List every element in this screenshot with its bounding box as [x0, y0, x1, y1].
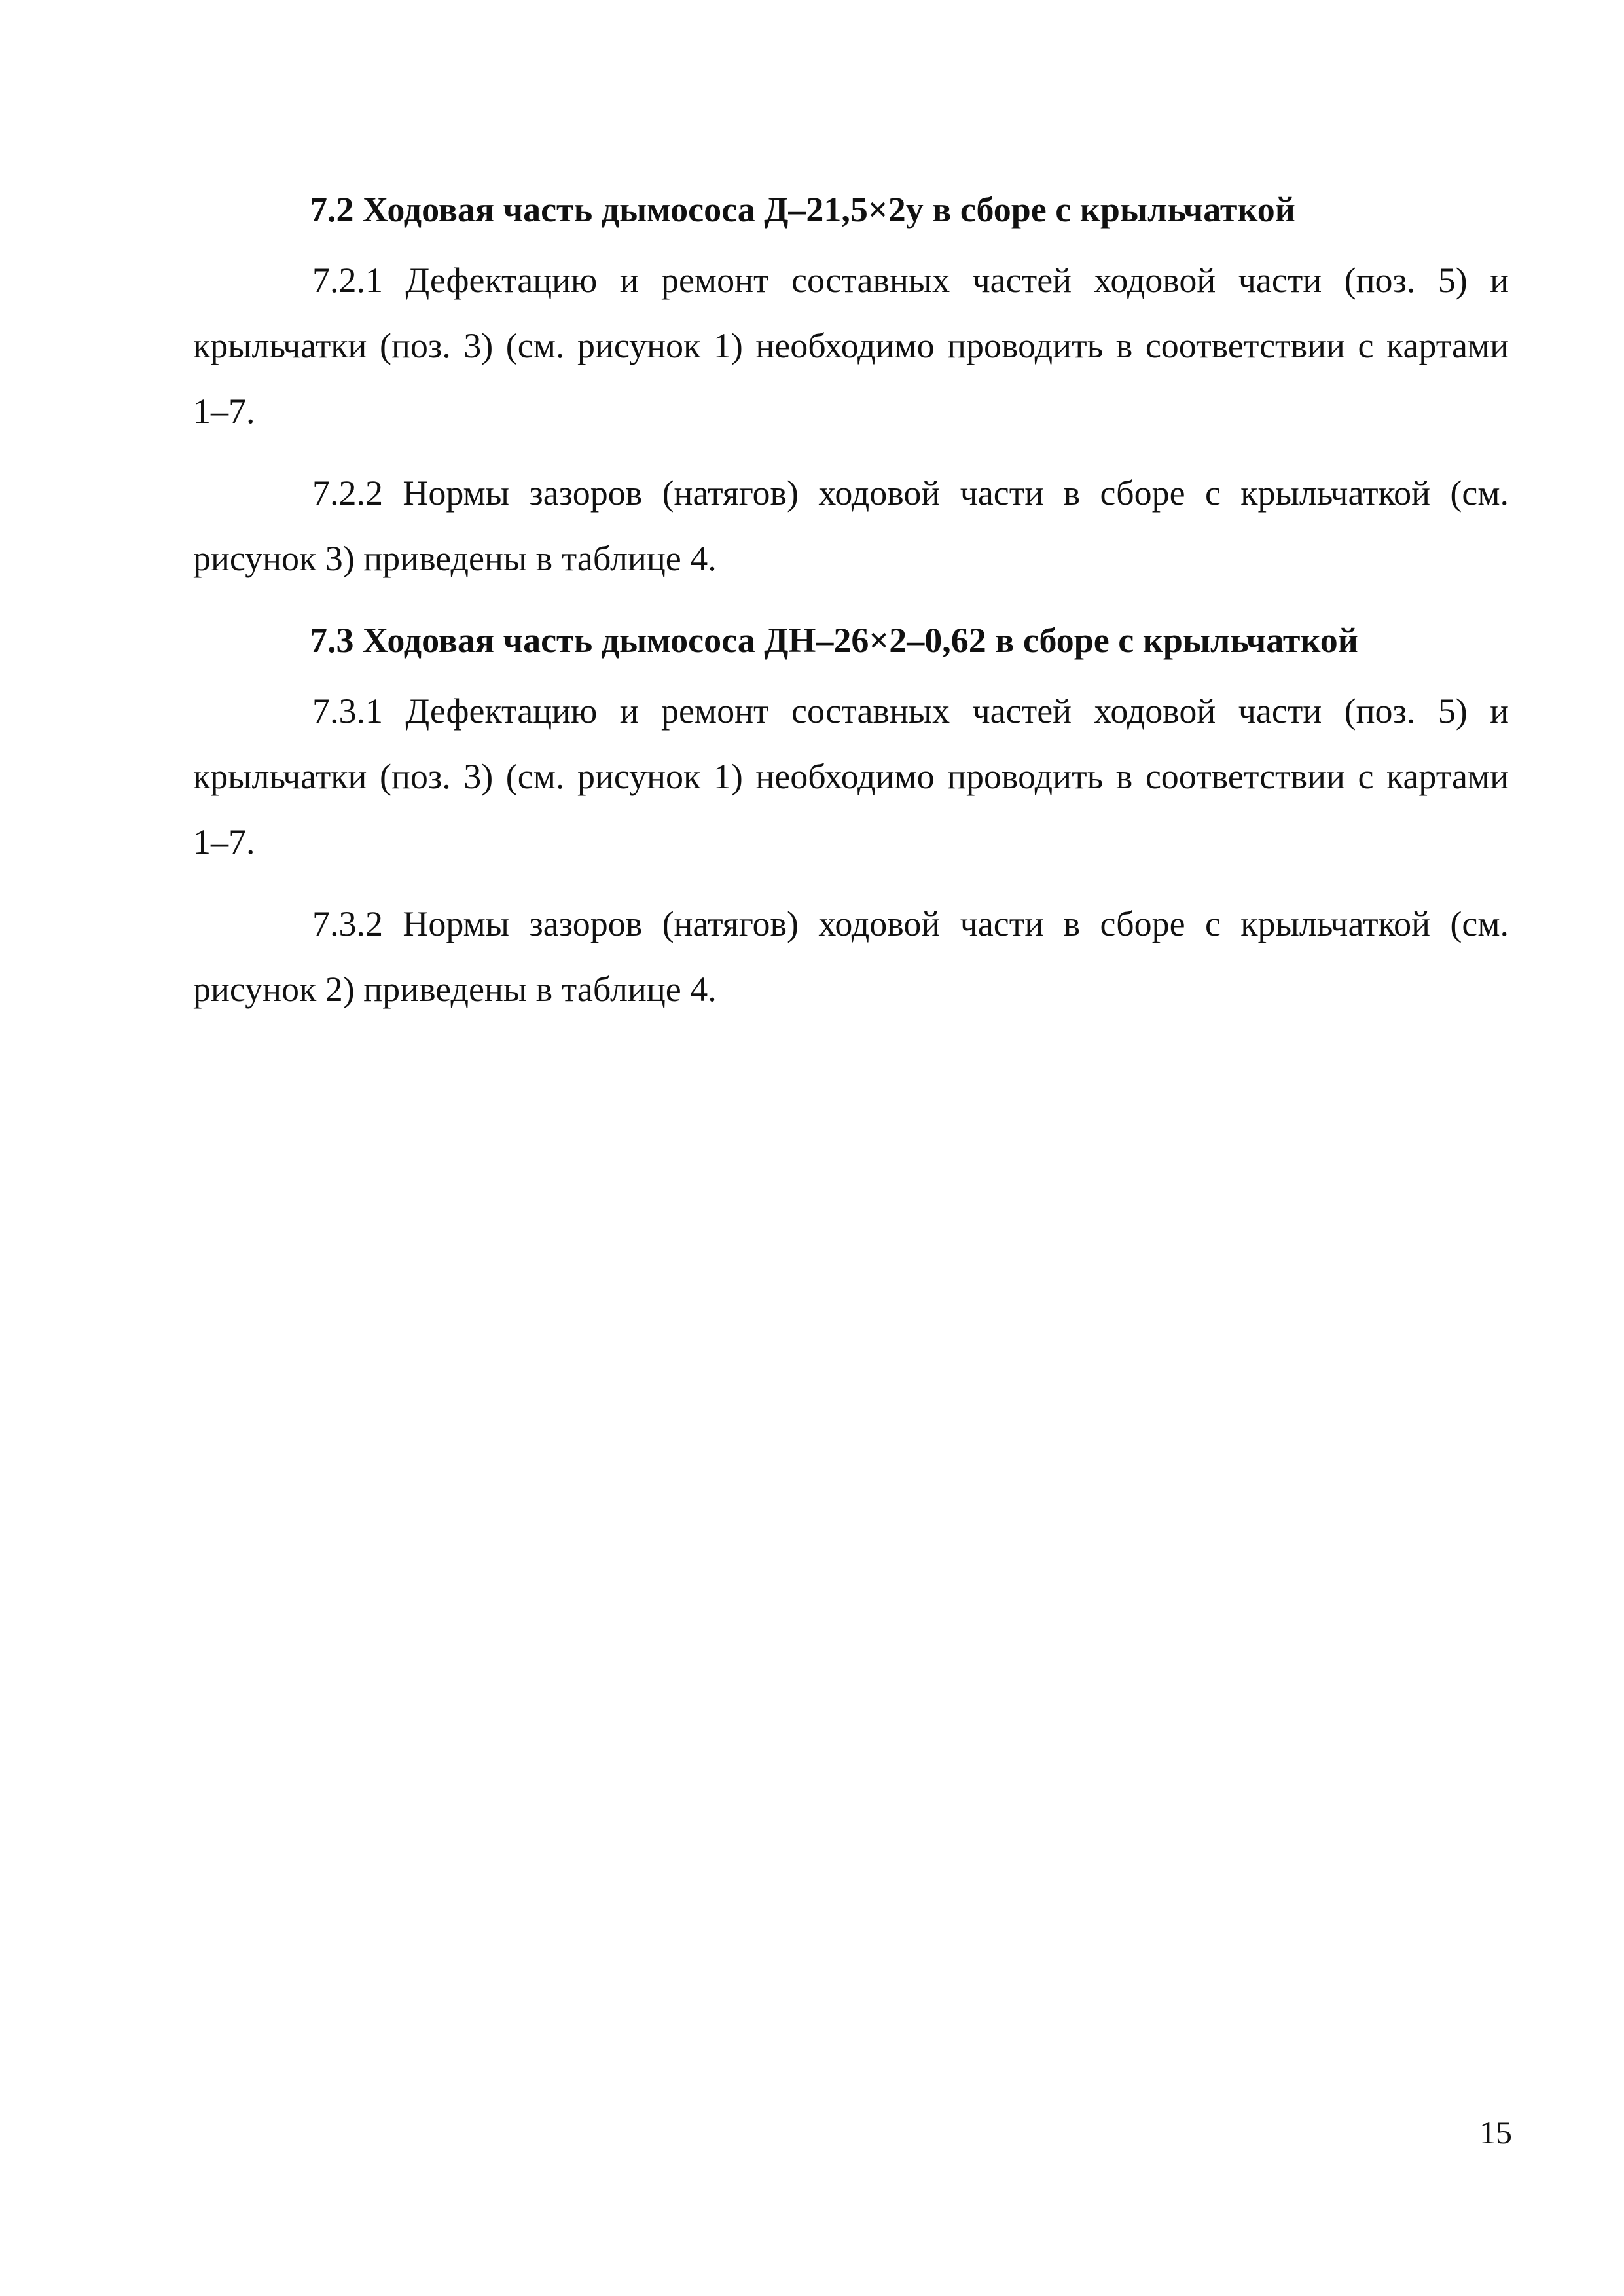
paragraph-7-2-2: 7.2.2 Нормы зазоров (натягов) ходовой части в сборе с крыльчаткой (см. рисунок 3) приведены в таблице 4. [193, 473, 1509, 578]
page-content [193, 177, 1509, 1022]
page-number: 15 [1479, 2114, 1512, 2151]
section-heading-7-2: 7.2 Ходовая часть дымососа Д–21,5×2у в сборе с крыльчаткой [310, 190, 1295, 229]
paragraph-7-3-2: 7.3.2 Нормы зазоров (натягов) ходовой части в сборе с крыльчаткой (см. рисунок 2) приведены в таблице 4. [193, 904, 1509, 1009]
section-heading-7-3: 7.3 Ходовая часть дымососа ДН–26×2–0,62 в сборе с крыльчаткой [310, 621, 1358, 660]
paragraph-7-3-1: 7.3.1 Дефектацию и ремонт составных частей ходовой части (поз. 5) и крыльчатки (поз. 3) (см. рисунок 1) необходимо проводить в соответствии с картами 1–7. [193, 691, 1509, 862]
paragraph-7-2-1: 7.2.1 Дефектацию и ремонт составных частей ходовой части (поз. 5) и крыльчатки (поз. 3) (см. рисунок 1) необходимо проводить в соответствии с картами 1–7. [193, 261, 1509, 431]
